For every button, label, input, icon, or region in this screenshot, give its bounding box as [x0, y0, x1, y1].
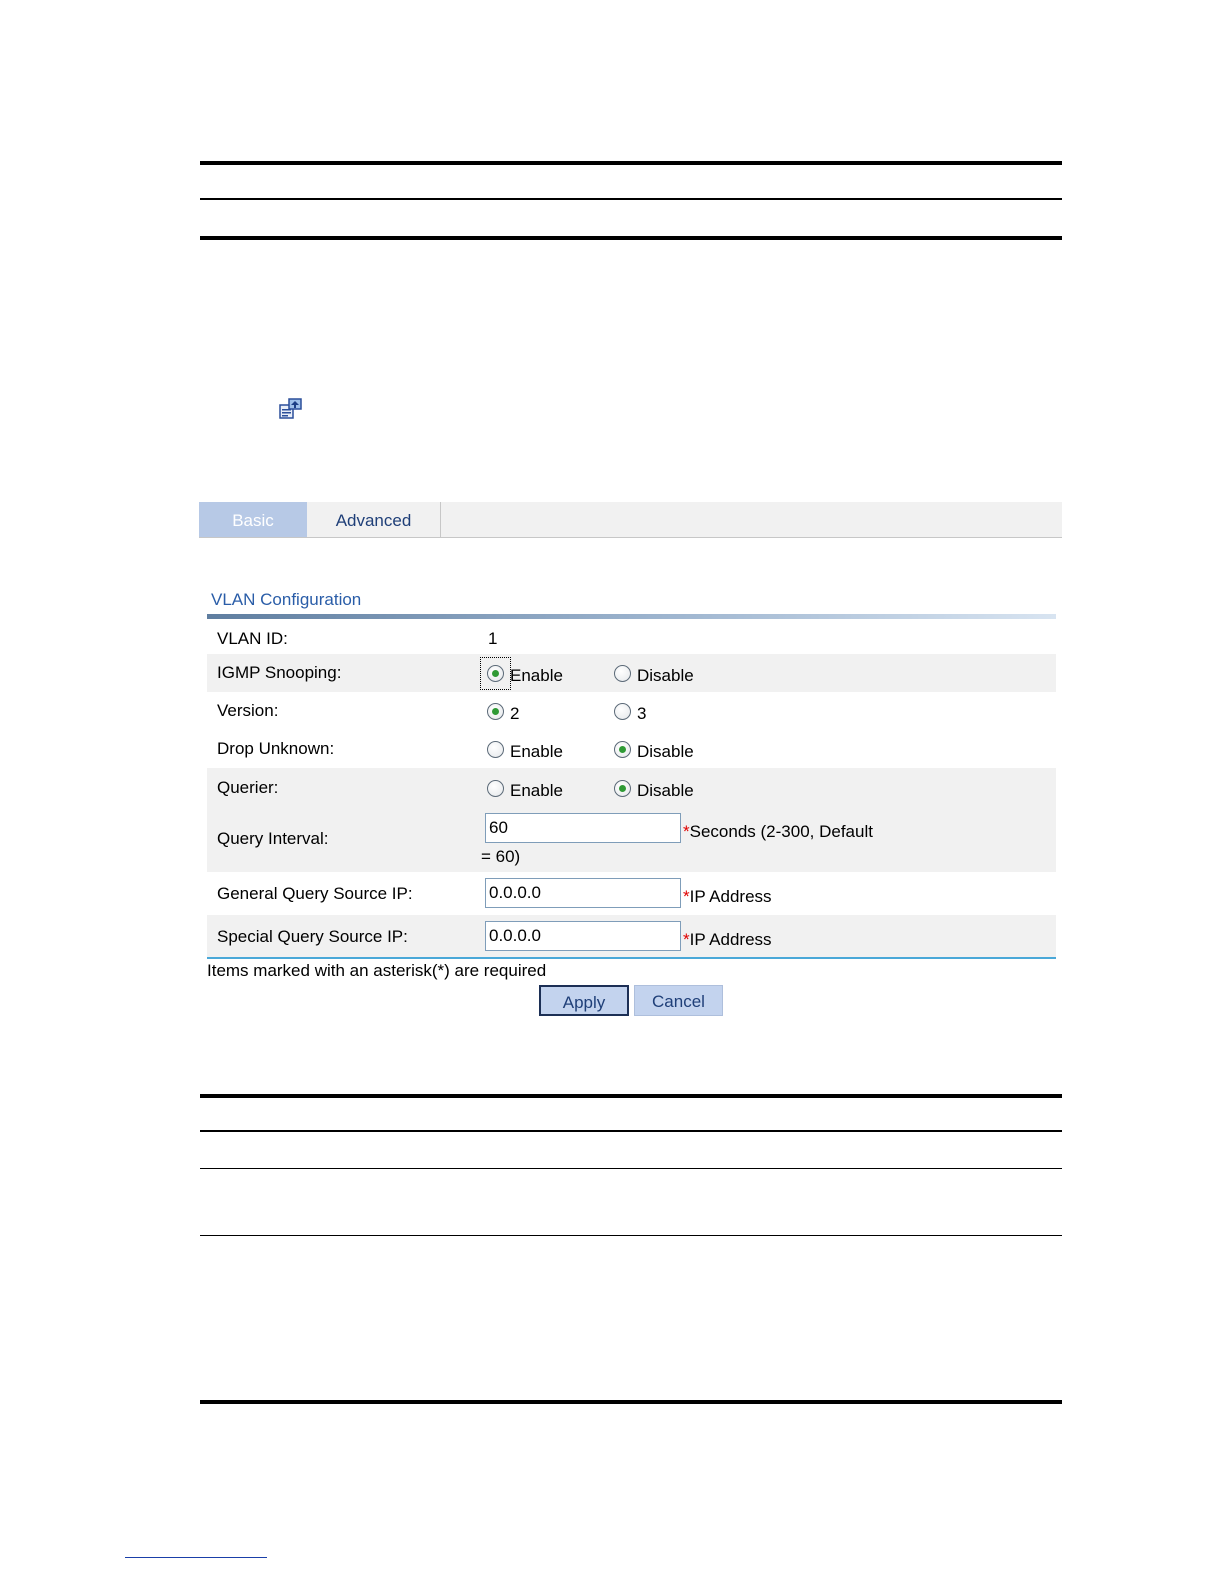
- drop-unknown-label: Drop Unknown:: [217, 739, 335, 758]
- drop-unknown-disable-label[interactable]: Disable: [637, 742, 694, 761]
- tab-basic[interactable]: Basic: [199, 502, 307, 537]
- querier-disable-radio[interactable]: [614, 780, 631, 797]
- table-top-rule: [200, 161, 1062, 165]
- tab-advanced[interactable]: Advanced: [307, 502, 441, 537]
- section-title: VLAN Configuration: [211, 590, 362, 609]
- table2-bottom-rule: [200, 1400, 1062, 1404]
- row-version: [207, 692, 1056, 730]
- table2-header-rule: [200, 1130, 1062, 1132]
- table-header-rule: [200, 198, 1062, 200]
- version-label: Version:: [217, 701, 279, 720]
- version-3-label[interactable]: 3: [637, 704, 647, 723]
- igmp-snooping-disable-label[interactable]: Disable: [637, 666, 694, 685]
- table2-row-rule: [200, 1168, 1062, 1169]
- row-igmp-snooping: [207, 654, 1056, 692]
- tab-bar: [199, 502, 1062, 538]
- igmp-snooping-label: IGMP Snooping:: [217, 663, 342, 682]
- general-query-source-ip-hint-text: IP Address: [689, 887, 772, 906]
- footnote-separator: [125, 1557, 267, 1558]
- querier-enable-label[interactable]: Enable: [510, 781, 563, 800]
- querier-label: Querier:: [217, 778, 279, 797]
- special-query-source-ip-input[interactable]: [485, 921, 681, 951]
- version-2-radio[interactable]: [487, 703, 504, 720]
- required-marker: *: [683, 930, 690, 949]
- required-marker: *: [683, 822, 690, 841]
- table2-top-rule: [200, 1094, 1062, 1098]
- reference-icon: [277, 397, 305, 421]
- version-3-radio[interactable]: [614, 703, 631, 720]
- drop-unknown-enable-radio[interactable]: [487, 741, 504, 758]
- querier-block: [207, 768, 1056, 872]
- cancel-button[interactable]: Cancel: [634, 985, 723, 1016]
- vlan-id-label: VLAN ID:: [217, 629, 288, 648]
- querier-disable-label[interactable]: Disable: [637, 781, 694, 800]
- version-2-label[interactable]: 2: [510, 704, 520, 723]
- row-drop-unknown: [207, 730, 1056, 768]
- general-query-source-ip-input[interactable]: [485, 878, 681, 908]
- section-underline: [207, 614, 1056, 619]
- table-bottom-rule: [200, 236, 1062, 240]
- special-query-source-ip-label: Special Query Source IP:: [217, 927, 408, 946]
- query-interval-input[interactable]: [485, 813, 681, 843]
- igmp-snooping-enable-label[interactable]: Enable: [510, 666, 563, 685]
- required-note: Items marked with an asterisk(*) are required: [207, 961, 547, 980]
- special-query-source-ip-hint: [683, 930, 772, 950]
- igmp-snooping-enable-radio[interactable]: [487, 665, 504, 682]
- general-query-source-ip-hint: [683, 887, 772, 907]
- row-vlan-id: [207, 620, 1056, 654]
- row-special-query-source-ip: [207, 915, 1056, 957]
- table2-row-rule: [200, 1235, 1062, 1236]
- general-query-source-ip-label: General Query Source IP:: [217, 884, 413, 903]
- query-interval-hint-cont: = 60): [481, 847, 521, 866]
- query-interval-hint: [683, 822, 873, 842]
- querier-enable-radio[interactable]: [487, 780, 504, 797]
- drop-unknown-enable-label[interactable]: Enable: [510, 742, 563, 761]
- query-interval-label: Query Interval:: [217, 829, 329, 848]
- drop-unknown-disable-radio[interactable]: [614, 741, 631, 758]
- vlan-id-value: 1: [488, 629, 498, 648]
- igmp-snooping-disable-radio[interactable]: [614, 665, 631, 682]
- query-interval-hint-text: Seconds (2-300, Default: [689, 822, 873, 841]
- row-general-query-source-ip: [207, 872, 1056, 915]
- apply-button[interactable]: Apply: [539, 985, 629, 1016]
- special-query-source-ip-hint-text: IP Address: [689, 930, 772, 949]
- form-bottom-line: [207, 957, 1056, 959]
- required-marker: *: [683, 887, 690, 906]
